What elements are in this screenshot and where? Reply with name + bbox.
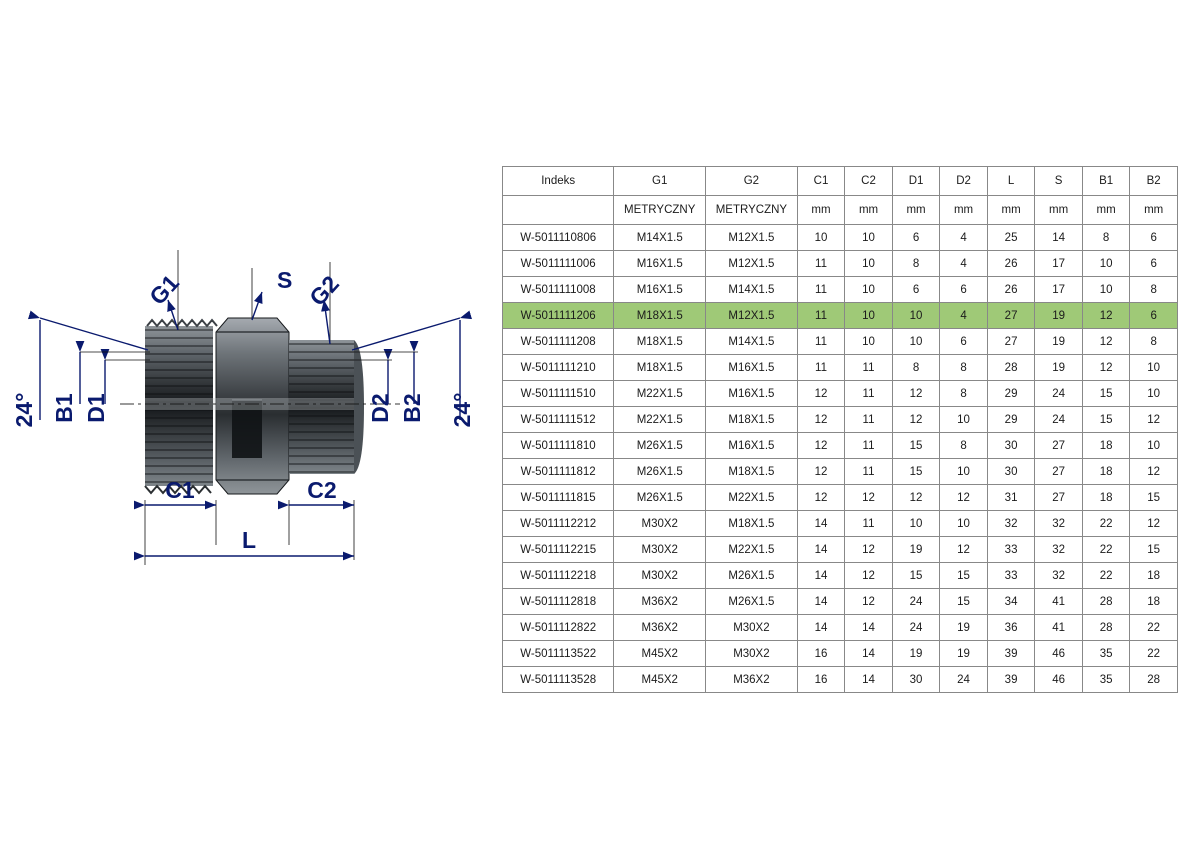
cell-d2: 15 [940, 563, 988, 589]
cell-l: 30 [987, 459, 1035, 485]
label-c1: C1 [165, 477, 195, 503]
cell-l: 36 [987, 615, 1035, 641]
cell-l: 27 [987, 303, 1035, 329]
column-unit-2: METRYCZNY [706, 196, 798, 225]
cell-c1: 12 [797, 381, 845, 407]
cell-c1: 11 [797, 303, 845, 329]
cell-g2: M12X1.5 [706, 303, 798, 329]
cell-l: 29 [987, 407, 1035, 433]
cell-d2: 19 [940, 641, 988, 667]
cell-index: W-5011112215 [503, 537, 614, 563]
cell-g2: M26X1.5 [706, 563, 798, 589]
cell-g1: M16X1.5 [614, 277, 706, 303]
cell-d2: 10 [940, 459, 988, 485]
cell-l: 25 [987, 225, 1035, 251]
cell-b2: 6 [1130, 225, 1178, 251]
cell-c1: 11 [797, 251, 845, 277]
cell-c2: 10 [845, 251, 893, 277]
cell-index: W-5011113528 [503, 667, 614, 693]
column-header-c1: C1 [797, 167, 845, 196]
cell-c1: 14 [797, 537, 845, 563]
cell-s: 46 [1035, 641, 1083, 667]
spec-table-container [502, 166, 1178, 693]
column-unit-1: METRYCZNY [614, 196, 706, 225]
cell-index: W-5011111008 [503, 277, 614, 303]
cell-c1: 14 [797, 563, 845, 589]
cell-d1: 8 [892, 355, 940, 381]
cell-c1: 11 [797, 329, 845, 355]
cell-index: W-5011113522 [503, 641, 614, 667]
cell-b2: 12 [1130, 459, 1178, 485]
cell-c1: 14 [797, 511, 845, 537]
cell-c2: 11 [845, 511, 893, 537]
cell-b1: 15 [1082, 407, 1130, 433]
cell-g2: M22X1.5 [706, 485, 798, 511]
cell-d2: 8 [940, 355, 988, 381]
cell-g1: M30X2 [614, 511, 706, 537]
cell-c2: 10 [845, 225, 893, 251]
cell-b2: 28 [1130, 667, 1178, 693]
cell-d1: 15 [892, 433, 940, 459]
label-s: S [277, 267, 293, 293]
column-header-l: L [987, 167, 1035, 196]
column-header-g1: G1 [614, 167, 706, 196]
cell-l: 29 [987, 381, 1035, 407]
cell-c1: 12 [797, 407, 845, 433]
table-row[interactable] [503, 355, 1178, 381]
table-row[interactable] [503, 433, 1178, 459]
cell-c2: 12 [845, 563, 893, 589]
cell-g2: M16X1.5 [706, 433, 798, 459]
label-g2: G2 [304, 270, 344, 311]
cell-s: 19 [1035, 329, 1083, 355]
cell-b1: 28 [1082, 615, 1130, 641]
column-header-d1: D1 [892, 167, 940, 196]
table-row[interactable] [503, 329, 1178, 355]
cell-c2: 10 [845, 303, 893, 329]
cell-s: 27 [1035, 485, 1083, 511]
cell-b2: 22 [1130, 641, 1178, 667]
cell-s: 24 [1035, 381, 1083, 407]
cell-l: 27 [987, 329, 1035, 355]
cell-d1: 6 [892, 225, 940, 251]
cell-index: W-5011111510 [503, 381, 614, 407]
cell-g1: M22X1.5 [614, 381, 706, 407]
table-row[interactable] [503, 615, 1178, 641]
table-row[interactable] [503, 251, 1178, 277]
cell-c2: 11 [845, 459, 893, 485]
cell-b1: 8 [1082, 225, 1130, 251]
column-header-d2: D2 [940, 167, 988, 196]
cell-b1: 12 [1082, 355, 1130, 381]
cell-index: W-5011111512 [503, 407, 614, 433]
table-row[interactable] [503, 303, 1178, 329]
cell-l: 31 [987, 485, 1035, 511]
table-row[interactable] [503, 225, 1178, 251]
cell-c2: 14 [845, 667, 893, 693]
cell-b2: 10 [1130, 355, 1178, 381]
cell-b1: 10 [1082, 251, 1130, 277]
cell-l: 30 [987, 433, 1035, 459]
cell-c1: 14 [797, 615, 845, 641]
label-angle-right: 24° [449, 392, 475, 428]
cell-g1: M22X1.5 [614, 407, 706, 433]
label-d1: D1 [83, 393, 109, 423]
fitting-body [145, 318, 364, 494]
cell-d1: 19 [892, 641, 940, 667]
cell-b2: 6 [1130, 251, 1178, 277]
cell-g1: M18X1.5 [614, 303, 706, 329]
cell-l: 26 [987, 277, 1035, 303]
cell-b1: 18 [1082, 459, 1130, 485]
cell-c1: 12 [797, 459, 845, 485]
cell-d2: 8 [940, 433, 988, 459]
table-row[interactable] [503, 459, 1178, 485]
table-body [503, 225, 1178, 693]
column-unit-5: mm [892, 196, 940, 225]
column-header-c2: C2 [845, 167, 893, 196]
cell-b1: 22 [1082, 563, 1130, 589]
cell-g2: M14X1.5 [706, 277, 798, 303]
table-row[interactable] [503, 589, 1178, 615]
table-row[interactable] [503, 537, 1178, 563]
column-unit-7: mm [987, 196, 1035, 225]
cell-g2: M16X1.5 [706, 381, 798, 407]
spec-table [502, 166, 1178, 693]
cell-l: 32 [987, 511, 1035, 537]
cell-b1: 10 [1082, 277, 1130, 303]
cell-d1: 15 [892, 563, 940, 589]
cell-g2: M18X1.5 [706, 511, 798, 537]
cell-g2: M18X1.5 [706, 459, 798, 485]
cell-d1: 10 [892, 329, 940, 355]
cell-b1: 12 [1082, 303, 1130, 329]
cell-s: 17 [1035, 277, 1083, 303]
cell-c2: 12 [845, 589, 893, 615]
cell-s: 27 [1035, 433, 1083, 459]
cell-b2: 10 [1130, 381, 1178, 407]
fitting-technical-drawing [0, 0, 500, 700]
units-row [503, 196, 1178, 225]
cell-g1: M36X2 [614, 589, 706, 615]
table-row[interactable] [503, 641, 1178, 667]
cell-c1: 14 [797, 589, 845, 615]
cell-s: 19 [1035, 303, 1083, 329]
cell-c1: 12 [797, 485, 845, 511]
cell-g1: M26X1.5 [614, 459, 706, 485]
cell-d1: 15 [892, 459, 940, 485]
cell-b2: 18 [1130, 563, 1178, 589]
cell-index: W-5011111006 [503, 251, 614, 277]
cell-b1: 35 [1082, 641, 1130, 667]
cell-d2: 6 [940, 329, 988, 355]
cell-g2: M16X1.5 [706, 355, 798, 381]
label-b2: B2 [399, 393, 425, 423]
cell-c2: 10 [845, 277, 893, 303]
cell-b2: 18 [1130, 589, 1178, 615]
cell-index: W-5011110806 [503, 225, 614, 251]
cell-s: 32 [1035, 537, 1083, 563]
label-c2: C2 [307, 477, 337, 503]
cell-s: 41 [1035, 615, 1083, 641]
label-b1: B1 [51, 393, 77, 423]
cell-d1: 10 [892, 303, 940, 329]
cell-b1: 22 [1082, 511, 1130, 537]
cell-index: W-5011111206 [503, 303, 614, 329]
cell-c1: 12 [797, 433, 845, 459]
cell-index: W-5011111815 [503, 485, 614, 511]
cell-index: W-5011111812 [503, 459, 614, 485]
label-d2: D2 [367, 393, 393, 423]
cell-c1: 10 [797, 225, 845, 251]
column-unit-6: mm [940, 196, 988, 225]
cell-b2: 12 [1130, 511, 1178, 537]
cell-g1: M14X1.5 [614, 225, 706, 251]
cell-g1: M36X2 [614, 615, 706, 641]
table-row[interactable] [503, 407, 1178, 433]
column-header-indeks: Indeks [503, 167, 614, 196]
cell-s: 14 [1035, 225, 1083, 251]
table-row[interactable] [503, 563, 1178, 589]
cell-d1: 19 [892, 537, 940, 563]
cell-index: W-5011111210 [503, 355, 614, 381]
cell-c1: 11 [797, 355, 845, 381]
cell-b1: 35 [1082, 667, 1130, 693]
cell-c2: 11 [845, 381, 893, 407]
cell-g2: M12X1.5 [706, 251, 798, 277]
cell-c1: 16 [797, 667, 845, 693]
cell-b1: 12 [1082, 329, 1130, 355]
cell-d2: 4 [940, 251, 988, 277]
label-l: L [241, 527, 257, 553]
cell-d2: 15 [940, 589, 988, 615]
table-row[interactable] [503, 667, 1178, 693]
cell-c1: 11 [797, 277, 845, 303]
cell-c2: 11 [845, 355, 893, 381]
cell-g2: M30X2 [706, 641, 798, 667]
table-row[interactable] [503, 381, 1178, 407]
column-unit-3: mm [797, 196, 845, 225]
cell-g1: M18X1.5 [614, 329, 706, 355]
cell-s: 46 [1035, 667, 1083, 693]
cell-c2: 11 [845, 433, 893, 459]
cell-l: 39 [987, 641, 1035, 667]
cell-d2: 4 [940, 303, 988, 329]
cell-d1: 24 [892, 615, 940, 641]
column-unit-4: mm [845, 196, 893, 225]
cell-d2: 4 [940, 225, 988, 251]
cell-d1: 12 [892, 381, 940, 407]
header-row [503, 167, 1178, 196]
cell-c1: 16 [797, 641, 845, 667]
cell-g2: M36X2 [706, 667, 798, 693]
table-row[interactable] [503, 485, 1178, 511]
cell-b1: 15 [1082, 381, 1130, 407]
cell-d1: 12 [892, 485, 940, 511]
label-angle-left: 24° [11, 392, 37, 428]
table-row[interactable] [503, 277, 1178, 303]
cell-g2: M30X2 [706, 615, 798, 641]
table-row[interactable] [503, 511, 1178, 537]
cell-d2: 6 [940, 277, 988, 303]
cell-b2: 22 [1130, 615, 1178, 641]
cell-l: 33 [987, 563, 1035, 589]
cell-c2: 14 [845, 641, 893, 667]
cell-index: W-5011111810 [503, 433, 614, 459]
cell-g1: M45X2 [614, 667, 706, 693]
column-unit-9: mm [1082, 196, 1130, 225]
cell-b1: 18 [1082, 485, 1130, 511]
column-header-g2: G2 [706, 167, 798, 196]
cell-d2: 24 [940, 667, 988, 693]
column-unit-10: mm [1130, 196, 1178, 225]
cell-b1: 22 [1082, 537, 1130, 563]
cell-s: 32 [1035, 563, 1083, 589]
cell-b2: 12 [1130, 407, 1178, 433]
cell-d1: 12 [892, 407, 940, 433]
cell-c2: 11 [845, 407, 893, 433]
label-g1: G1 [144, 269, 184, 310]
cell-d2: 10 [940, 407, 988, 433]
cell-index: W-5011112218 [503, 563, 614, 589]
column-header-b1: B1 [1082, 167, 1130, 196]
column-unit-8: mm [1035, 196, 1083, 225]
cell-c2: 14 [845, 615, 893, 641]
cell-g2: M12X1.5 [706, 225, 798, 251]
cell-index: W-5011112818 [503, 589, 614, 615]
cell-g1: M18X1.5 [614, 355, 706, 381]
cell-g2: M18X1.5 [706, 407, 798, 433]
cell-d1: 24 [892, 589, 940, 615]
cell-l: 34 [987, 589, 1035, 615]
cell-c2: 12 [845, 485, 893, 511]
cell-g1: M16X1.5 [614, 251, 706, 277]
cell-g1: M30X2 [614, 537, 706, 563]
cell-b2: 15 [1130, 485, 1178, 511]
cell-g1: M45X2 [614, 641, 706, 667]
cell-s: 19 [1035, 355, 1083, 381]
cell-index: W-5011112822 [503, 615, 614, 641]
cell-s: 24 [1035, 407, 1083, 433]
cell-l: 28 [987, 355, 1035, 381]
cell-d1: 8 [892, 251, 940, 277]
cell-g1: M26X1.5 [614, 433, 706, 459]
cell-g2: M22X1.5 [706, 537, 798, 563]
cell-b1: 18 [1082, 433, 1130, 459]
cell-b2: 8 [1130, 329, 1178, 355]
cell-b1: 28 [1082, 589, 1130, 615]
cell-b2: 10 [1130, 433, 1178, 459]
cell-d2: 10 [940, 511, 988, 537]
cell-b2: 15 [1130, 537, 1178, 563]
cell-c2: 10 [845, 329, 893, 355]
table-head [503, 167, 1178, 225]
cell-d1: 6 [892, 277, 940, 303]
cell-s: 17 [1035, 251, 1083, 277]
cell-b2: 6 [1130, 303, 1178, 329]
cell-b2: 8 [1130, 277, 1178, 303]
cell-l: 33 [987, 537, 1035, 563]
cell-s: 27 [1035, 459, 1083, 485]
cell-g1: M26X1.5 [614, 485, 706, 511]
cell-d2: 8 [940, 381, 988, 407]
column-unit-0 [503, 196, 614, 225]
column-header-b2: B2 [1130, 167, 1178, 196]
cell-g2: M26X1.5 [706, 589, 798, 615]
cell-index: W-5011112212 [503, 511, 614, 537]
cell-d1: 30 [892, 667, 940, 693]
cell-s: 41 [1035, 589, 1083, 615]
cell-c2: 12 [845, 537, 893, 563]
cell-d2: 19 [940, 615, 988, 641]
cell-index: W-5011111208 [503, 329, 614, 355]
cell-s: 32 [1035, 511, 1083, 537]
cell-l: 26 [987, 251, 1035, 277]
cell-l: 39 [987, 667, 1035, 693]
cell-d2: 12 [940, 537, 988, 563]
column-header-s: S [1035, 167, 1083, 196]
cell-d1: 10 [892, 511, 940, 537]
cell-d2: 12 [940, 485, 988, 511]
cell-g1: M30X2 [614, 563, 706, 589]
cell-g2: M14X1.5 [706, 329, 798, 355]
